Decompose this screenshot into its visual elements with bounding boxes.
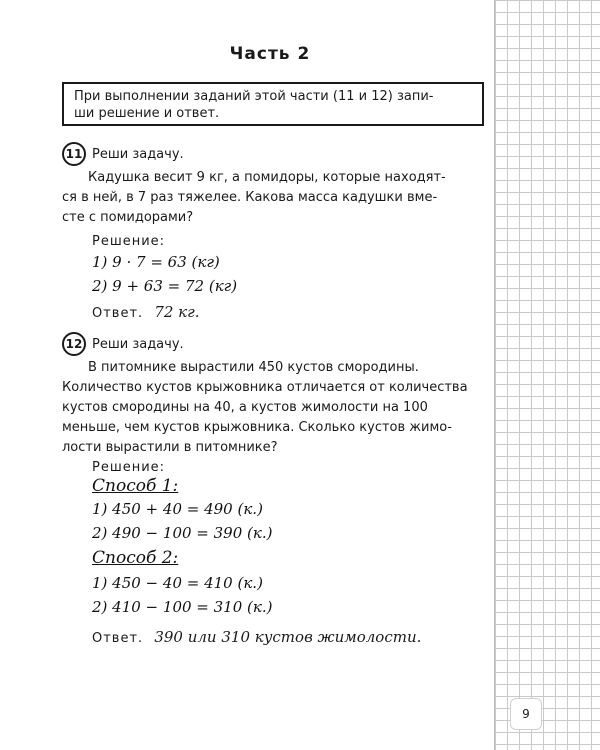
task-12-answer <box>92 628 421 646</box>
task-12-method-1-label: Способ 1: <box>92 476 179 496</box>
task-12-answer-value: 390 или 310 кустов жимолости. <box>154 628 422 646</box>
task-11-solution-label: Решение: <box>92 234 166 249</box>
task-12-method-2-step: 1) 450 − 40 = 410 (к.) <box>92 574 263 592</box>
task-11-text-line: ся в ней, в 7 раз тяжелее. Какова масса кадушки вме- <box>62 190 438 205</box>
task-12-label: Реши задачу. <box>92 336 184 352</box>
task-11-step: 2) 9 + 63 = 72 (кг) <box>92 277 238 295</box>
task-12-text-line: кустов смородины на 40, а кустов жимолости на 100 <box>62 400 428 415</box>
task-11-header <box>62 142 184 166</box>
task-11-text-line: Кадушка весит 9 кг, а помидоры, которые находят- <box>88 170 446 185</box>
task-12-method-1-step: 1) 450 + 40 = 490 (к.) <box>92 500 263 518</box>
task-11-step: 1) 9 · 7 = 63 (кг) <box>92 253 220 271</box>
grid-margin <box>494 0 600 750</box>
task-12-method-1-step: 2) 490 − 100 = 390 (к.) <box>92 524 273 542</box>
task-12-text-line: лости вырастили в питомнике? <box>62 440 278 455</box>
task-12-number: 12 <box>62 332 86 356</box>
task-12-method-2-step: 2) 410 − 100 = 310 (к.) <box>92 598 273 616</box>
instruction-box <box>62 82 484 126</box>
task-12-text-line: В питомнике вырастили 450 кустов смородины. <box>88 360 419 375</box>
task-12-header <box>62 332 184 356</box>
section-title: Часть 2 <box>229 44 311 64</box>
task-12-text-line: меньше, чем кустов крыжовника. Сколько кустов жимо- <box>62 420 452 435</box>
task-12-answer-label: Ответ. <box>92 631 144 646</box>
task-11-answer <box>92 303 199 321</box>
task-11-answer-label: Ответ. <box>92 306 144 321</box>
page-number: 9 <box>510 698 542 730</box>
task-12-solution-label: Решение: <box>92 460 166 475</box>
task-11-label: Реши задачу. <box>92 146 184 162</box>
task-11-number: 11 <box>62 142 86 166</box>
instruction-line-2: ши решение и ответ. <box>74 106 220 121</box>
task-11-text-line: сте с помидорами? <box>62 210 194 225</box>
task-12-method-2-label: Способ 2: <box>92 548 179 568</box>
task-11-answer-value: 72 кг. <box>154 303 200 321</box>
instruction-line-1: При выполнении заданий этой части (11 и 12) запи- <box>74 89 434 104</box>
task-12-text-line: Количество кустов крыжовника отличается от количества <box>62 380 468 395</box>
